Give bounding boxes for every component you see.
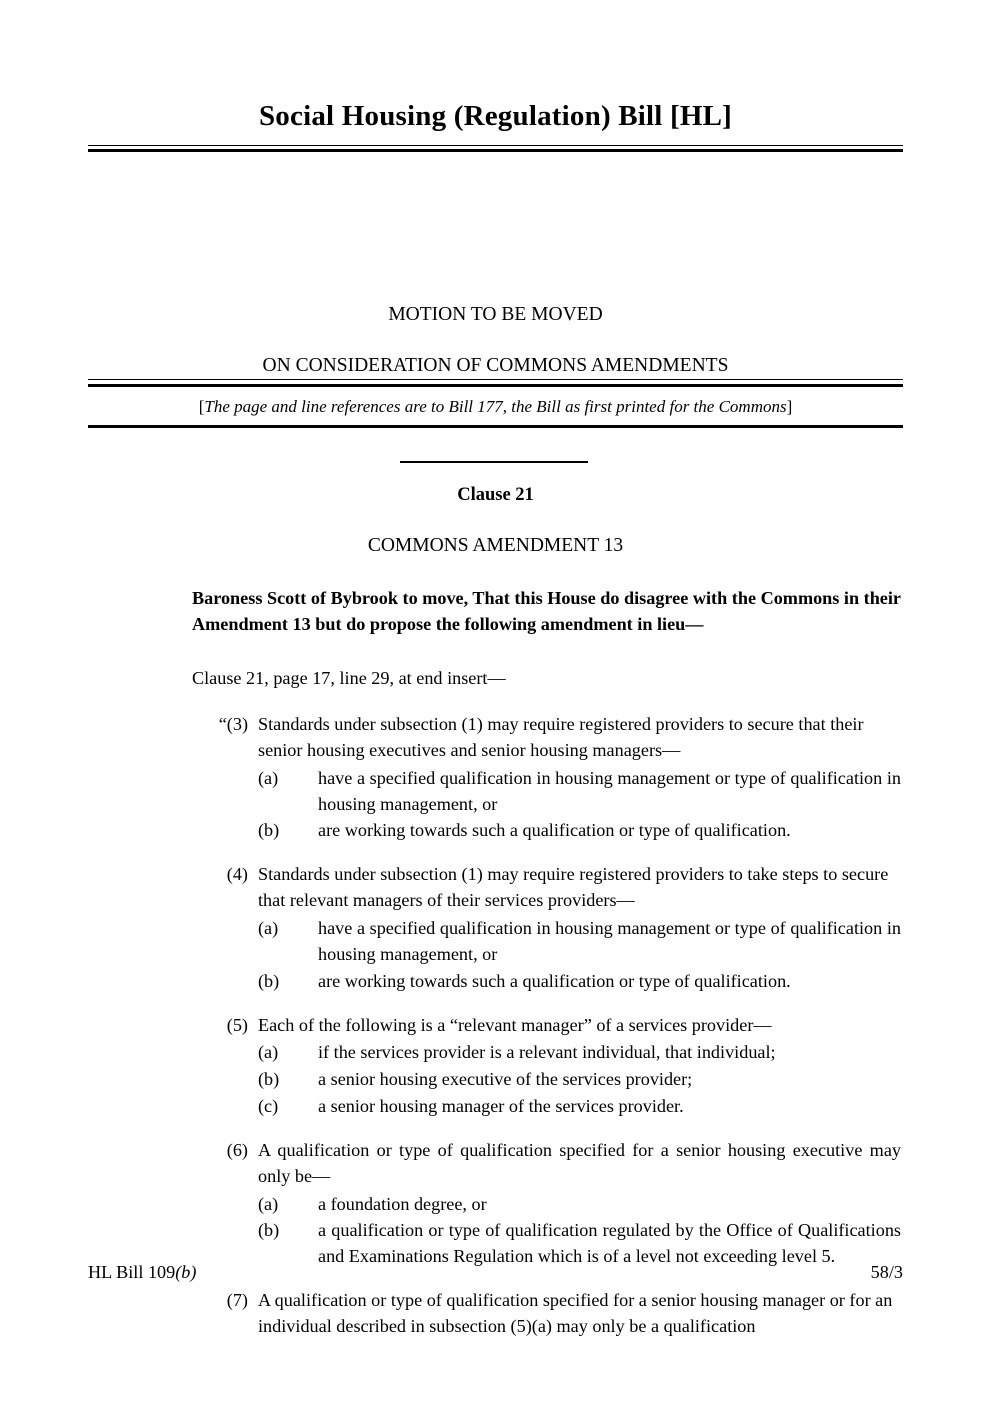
footer-bill-number-prefix: HL Bill 109: [88, 1262, 176, 1282]
amendment-body: [192, 586, 901, 1340]
subsection-item-label: (a): [258, 1193, 279, 1214]
clause-heading: Clause 21: [457, 485, 534, 505]
subsection-list: [192, 712, 901, 1340]
section-divider-rule: [400, 461, 588, 463]
subsection-item-label: (b): [258, 1069, 280, 1090]
subsection-item: [258, 916, 901, 968]
subsection-item-list: [258, 766, 901, 845]
motion-heading-secondary: ON CONSIDERATION OF COMMONS AMENDMENTS: [262, 355, 729, 377]
subsection-item: [258, 969, 901, 995]
footer-bill-number-suffix: (b): [175, 1262, 197, 1282]
subsection-item-label: (b): [258, 820, 280, 841]
subsection-item: [258, 766, 901, 818]
subsection-item-list: [258, 916, 901, 995]
subsection-item-label: (c): [258, 1096, 279, 1117]
subsection-item: [258, 818, 901, 844]
note-body: The page and line references are to Bill 177, the Bill as first printed for the Commons: [204, 397, 787, 416]
subsection-item-text: a senior housing executive of the services provider;: [318, 1069, 693, 1090]
subsection-item: [258, 1040, 901, 1066]
subsection-item: [258, 1192, 901, 1218]
subsection-item-list: [258, 1040, 901, 1120]
subsection-number: (6): [226, 1139, 248, 1160]
title-rule-bottom: [88, 149, 903, 152]
note-rule-bottom: [88, 425, 903, 428]
motion-statement: Baroness Scott of Bybrook to move, That this House do disagree with the Commons in their Amendment 13 but do propose the following amendment in lieu—: [192, 588, 901, 634]
amendment-heading: COMMONS AMENDMENT 13: [367, 535, 624, 556]
subsection-number: (7): [226, 1290, 248, 1311]
motion-heading-primary: MOTION TO BE MOVED: [388, 304, 603, 325]
subsection: [192, 1013, 901, 1120]
subsection-item-label: (a): [258, 917, 279, 938]
footer-bill-number: [88, 1262, 196, 1283]
subsection-item-label: (b): [258, 1220, 280, 1241]
page-footer: [88, 1262, 903, 1283]
subsection-item: [258, 1094, 901, 1120]
bill-title: Social Housing (Regulation) Bill [HL]: [258, 100, 733, 132]
subsection-item-text: a foundation degree, or: [318, 1193, 487, 1214]
note-close-bracket: ]: [786, 397, 793, 416]
reference-note-block: [88, 379, 903, 428]
subsection: [192, 1138, 901, 1270]
note-open-bracket: [: [198, 397, 205, 416]
subsection-number: (5): [226, 1014, 248, 1035]
subsection-item-label: (b): [258, 970, 280, 991]
subsection: [192, 1288, 901, 1340]
subsection-text: A qualification or type of qualification specified for a senior housing manager or for an individual described in subsection (5)(a) may only be a qualification: [258, 1290, 893, 1336]
subsection-item-text: have a specified qualification in housing management or type of qualification in housing management, or: [318, 917, 901, 964]
motion-heading-block: [88, 303, 903, 378]
reference-note-text: [88, 387, 903, 425]
subsection-item-label: (a): [258, 1042, 279, 1063]
subsection: [192, 862, 901, 994]
subsection: [192, 712, 901, 844]
insert-instruction-line: Clause 21, page 17, line 29, at end insert—: [192, 667, 506, 688]
subsection-item: [258, 1067, 901, 1093]
subsection-number: “(3): [218, 714, 248, 735]
subsection-item-label: (a): [258, 767, 279, 788]
subsection-item-text: are working towards such a qualification or type of qualification.: [318, 820, 791, 841]
subsection-text: Standards under subsection (1) may require registered providers to secure that their senior housing executives and senior housing managers—: [258, 714, 864, 760]
subsection-text: Each of the following is a “relevant manager” of a services provider—: [258, 1014, 772, 1035]
subsection-item-text: are working towards such a qualification or type of qualification.: [318, 970, 791, 991]
title-rule-group: [88, 145, 903, 152]
subsection-item-text: have a specified qualification in housing management or type of qualification in housing management, or: [318, 767, 901, 814]
subsection-number: (4): [226, 864, 248, 885]
subsection-item-list: [258, 1192, 901, 1271]
footer-page-reference: 58/3: [870, 1262, 903, 1282]
subsection-item-text: a senior housing manager of the services provider.: [318, 1096, 684, 1117]
subsection-text: A qualification or type of qualification specified for a senior housing executive may only be—: [258, 1139, 901, 1186]
subsection-item-text: a qualification or type of qualification regulated by the Office of Qualifications and Examinations Regulation which is of a level not exceeding level 5.: [318, 1220, 901, 1267]
subsection-text: Standards under subsection (1) may require registered providers to take steps to secure that relevant managers of their services providers—: [258, 864, 889, 911]
subsection-item-text: if the services provider is a relevant individual, that individual;: [318, 1042, 776, 1063]
title-block: [88, 100, 903, 152]
